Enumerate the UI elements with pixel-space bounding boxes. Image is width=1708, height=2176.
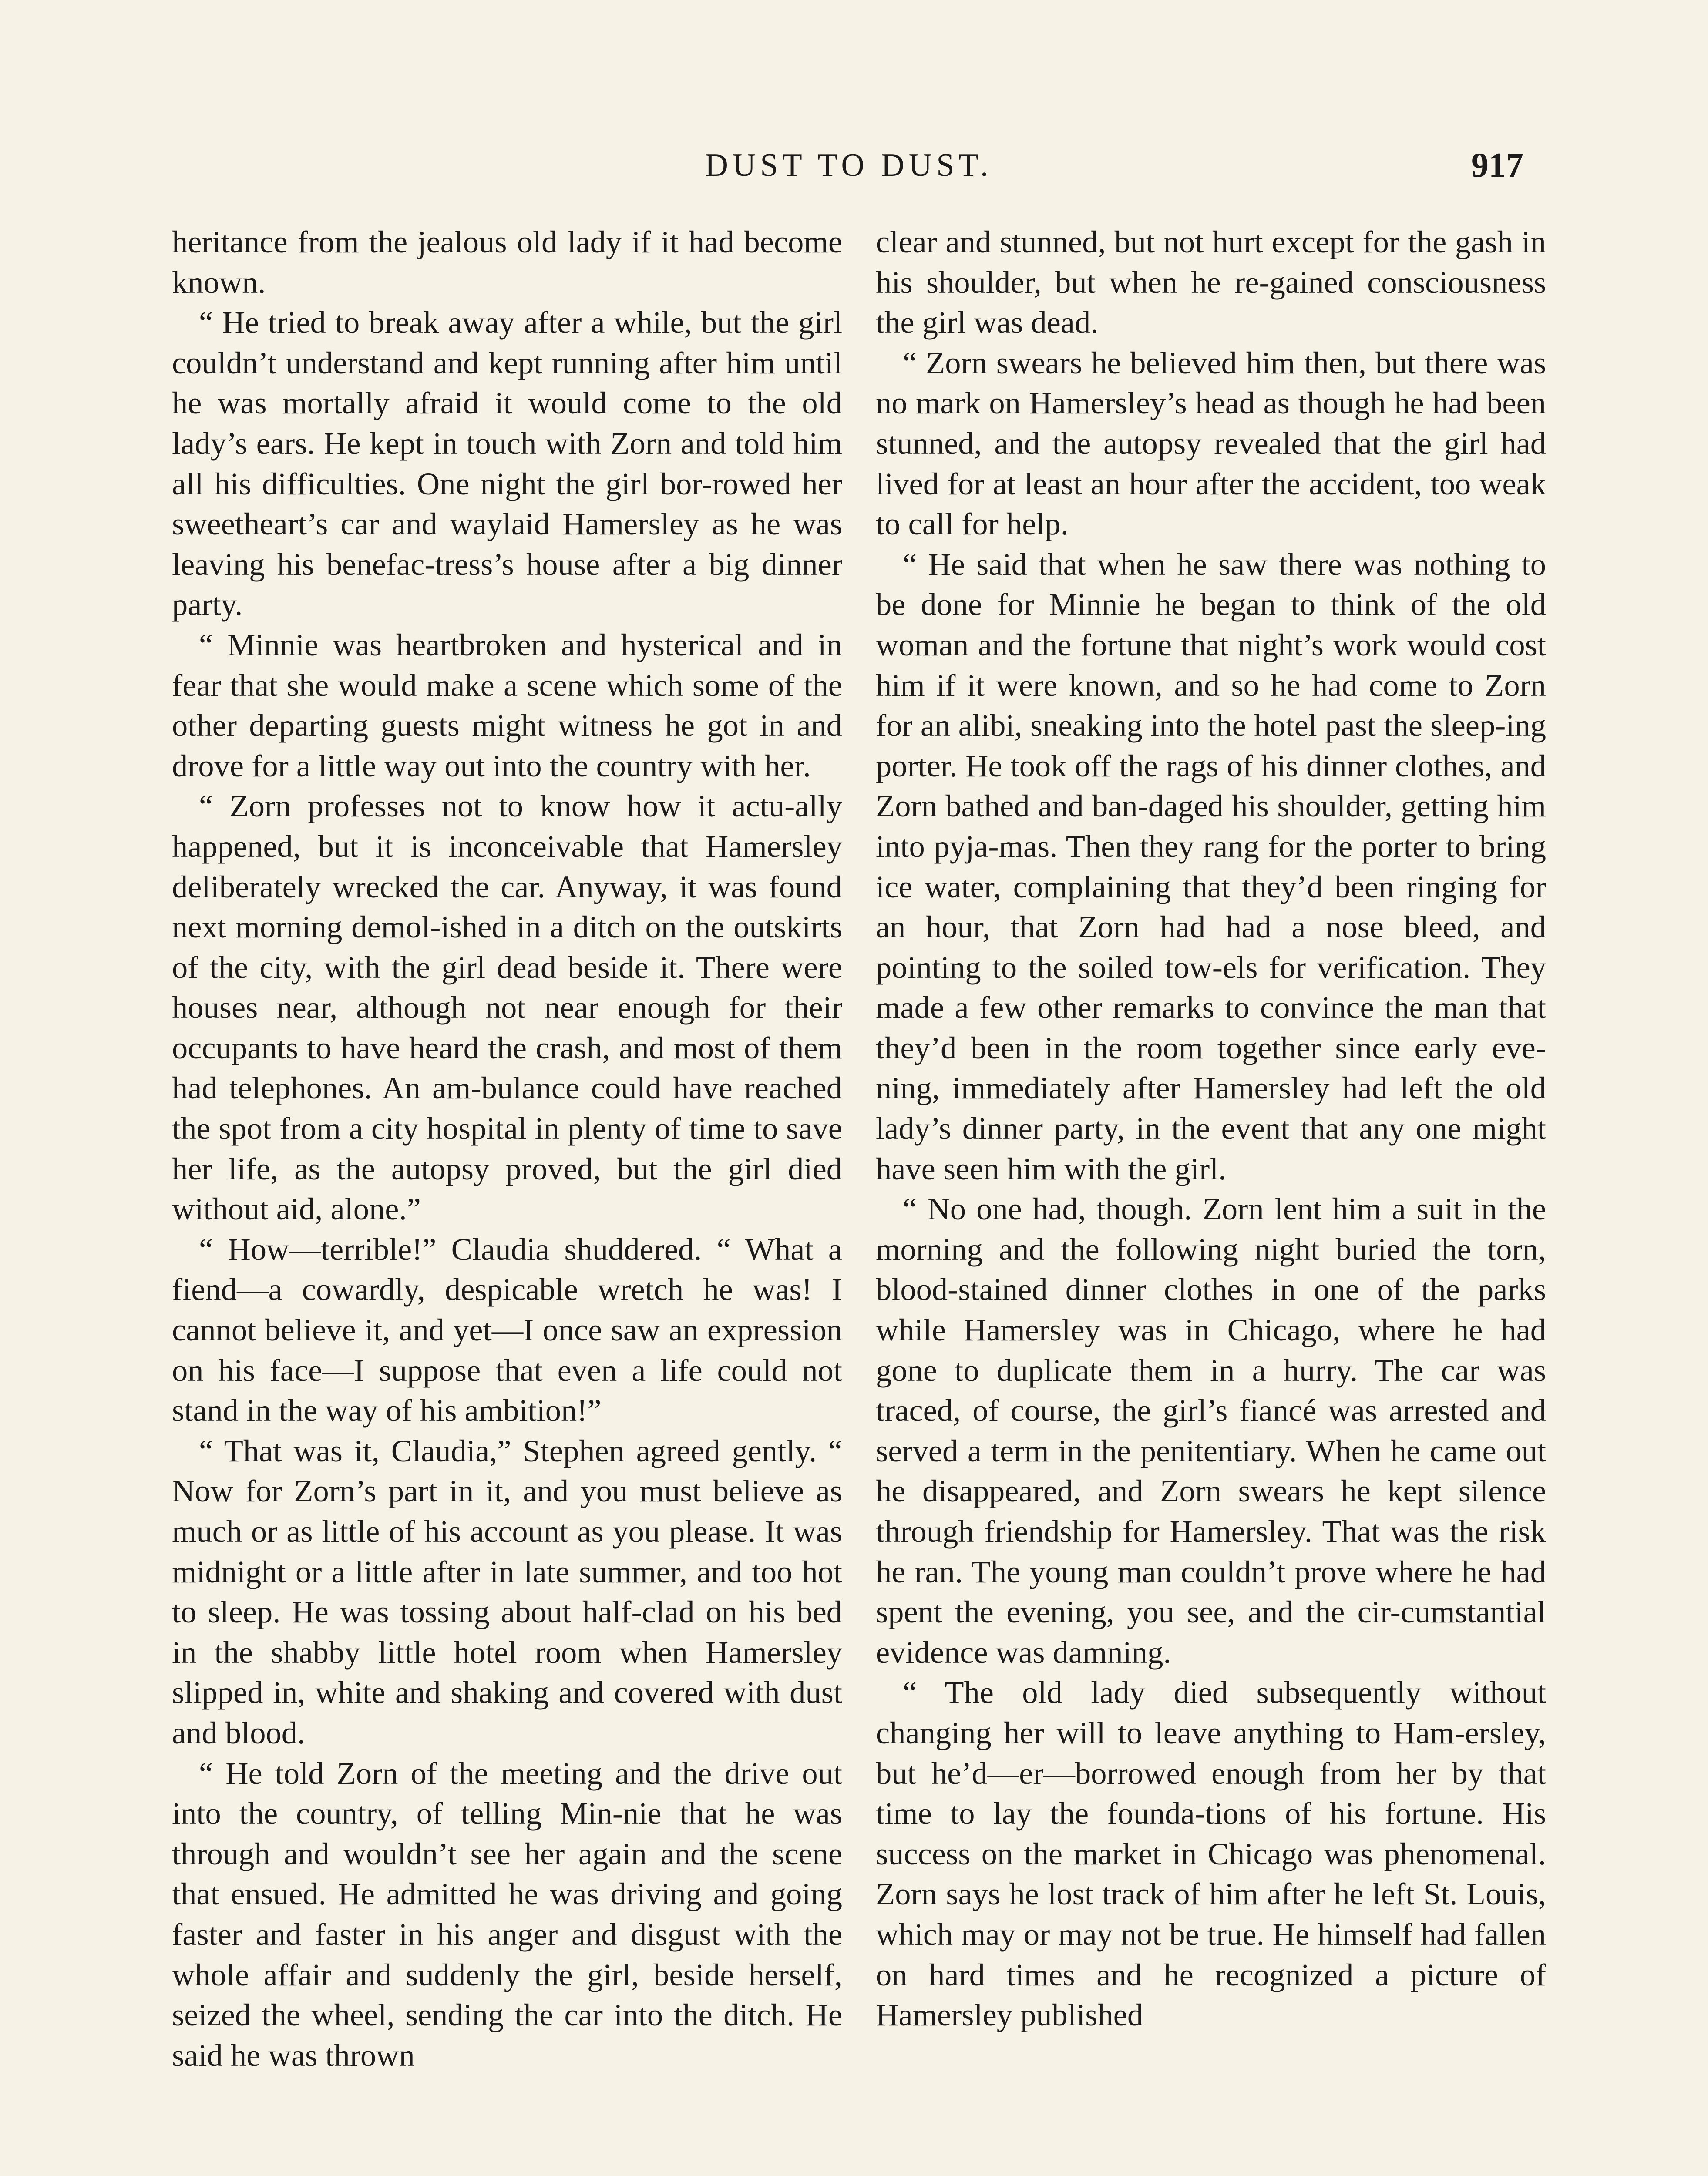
- paragraph: “ How—terrible!” Claudia shuddered. “ What a fiend—a cowardly, despicable wretch he was! I cannot believe it, and yet—I once saw an expression on his face—I suppose that even a life could not stand in the way of his ambition!”: [172, 1231, 842, 1428]
- left-column: [172, 222, 842, 2075]
- paragraph: heritance from the jealous old lady if it had become known.: [172, 224, 842, 300]
- paragraph: “ That was it, Claudia,” Stephen agreed gently. “ Now for Zorn’s part in it, and you must believe as much or as little of his account as you please. It was midnight or a little after in late summer, and too hot to sleep. He was tossing about half-clad on his bed in the shabby little hotel room when Hamersley slipped in, white and shaking and covered with dust and blood.: [172, 1433, 842, 1750]
- paragraph: “ He told Zorn of the meeting and the drive out into the country, of telling Min-nie that he was through and wouldn’t see her again and the scene that ensued. He admitted he was driving and going faster and faster in his anger and disgust with the whole affair and suddenly the girl, beside herself, seized the wheel, sending the car into the ditch. He said he was thrown: [172, 1755, 842, 2073]
- page-number: 917: [1471, 146, 1523, 185]
- paragraph: “ Minnie was heartbroken and hysterical and in fear that she would make a scene which some of the other departing guests might witness he got in and drove for a little way out into the country with her.: [172, 627, 842, 783]
- running-title: DUST TO DUST.: [705, 148, 993, 183]
- paragraph: clear and stunned, but not hurt except for the gash in his shoulder, but when he re-gained consciousness the girl was dead.: [876, 224, 1546, 340]
- paragraph: “ Zorn swears he believed him then, but there was no mark on Hamersley’s head as though he had been stunned, and the autopsy revealed that the girl had lived for at least an hour after the accident, too weak to call for help.: [876, 345, 1546, 542]
- running-head: [174, 144, 1523, 187]
- paragraph: “ Zorn professes not to know how it actu-ally happened, but it is inconceivable that Hamersley deliberately wrecked the car. Anyway, it was found next morning demol-ished in a ditch on the outskirts of the city, with the girl dead beside it. There were houses near, although not near enough for their occupants to have heard the crash, and most of them had telephones. An am-bulance could have reached the spot from a city hospital in plenty of time to save her life, as the autopsy proved, but the girl died without aid, alone.”: [172, 788, 842, 1227]
- paragraph: “ The old lady died subsequently without changing her will to leave anything to Ham-ersley, but he’d—er—borrowed enough from her by that time to lay the founda-tions of his fortune. His success on the market in Chicago was phenomenal. Zorn says he lost track of him after he left St. Louis, which may or may not be true. He himself had fallen on hard times and he recognized a picture of Hamersley published: [876, 1675, 1546, 2033]
- right-column: [876, 222, 1546, 2035]
- paragraph: “ He said that when he saw there was nothing to be done for Minnie he began to think of the old woman and the fortune that night’s work would cost him if it were known, and so he had come to Zorn for an alibi, sneaking into the hotel past the sleep-ing porter. He took off the rags of his dinner clothes, and Zorn bathed and ban-daged his shoulder, getting him into pyja-mas. Then they rang for the porter to bring ice water, complaining that they’d been ringing for an hour, that Zorn had had a nose bleed, and pointing to the soiled tow-els for verification. They made a few other remarks to convince the man that they’d been in the room together since early eve-ning, immediately after Hamersley had left the old lady’s dinner party, in the event that any one might have seen him with the girl.: [876, 546, 1546, 1186]
- paragraph: “ He tried to break away after a while, but the girl couldn’t understand and kept running after him until he was mortally afraid it would come to the old lady’s ears. He kept in touch with Zorn and told him all his difficulties. One night the girl bor-rowed her sweetheart’s car and waylaid Hamersley as he was leaving his benefac-tress’s house after a big dinner party.: [172, 305, 842, 622]
- paragraph: “ No one had, though. Zorn lent him a suit in the morning and the following night buried the torn, blood-stained dinner clothes in one of the parks while Hamersley was in Chicago, where he had gone to duplicate them in a hurry. The car was traced, of course, the girl’s fiancé was arrested and served a term in the penitentiary. When he came out he disappeared, and Zorn swears he kept silence through friendship for Hamersley. That was the risk he ran. The young man couldn’t prove where he had spent the evening, you see, and the cir-cumstantial evidence was damning.: [876, 1191, 1546, 1670]
